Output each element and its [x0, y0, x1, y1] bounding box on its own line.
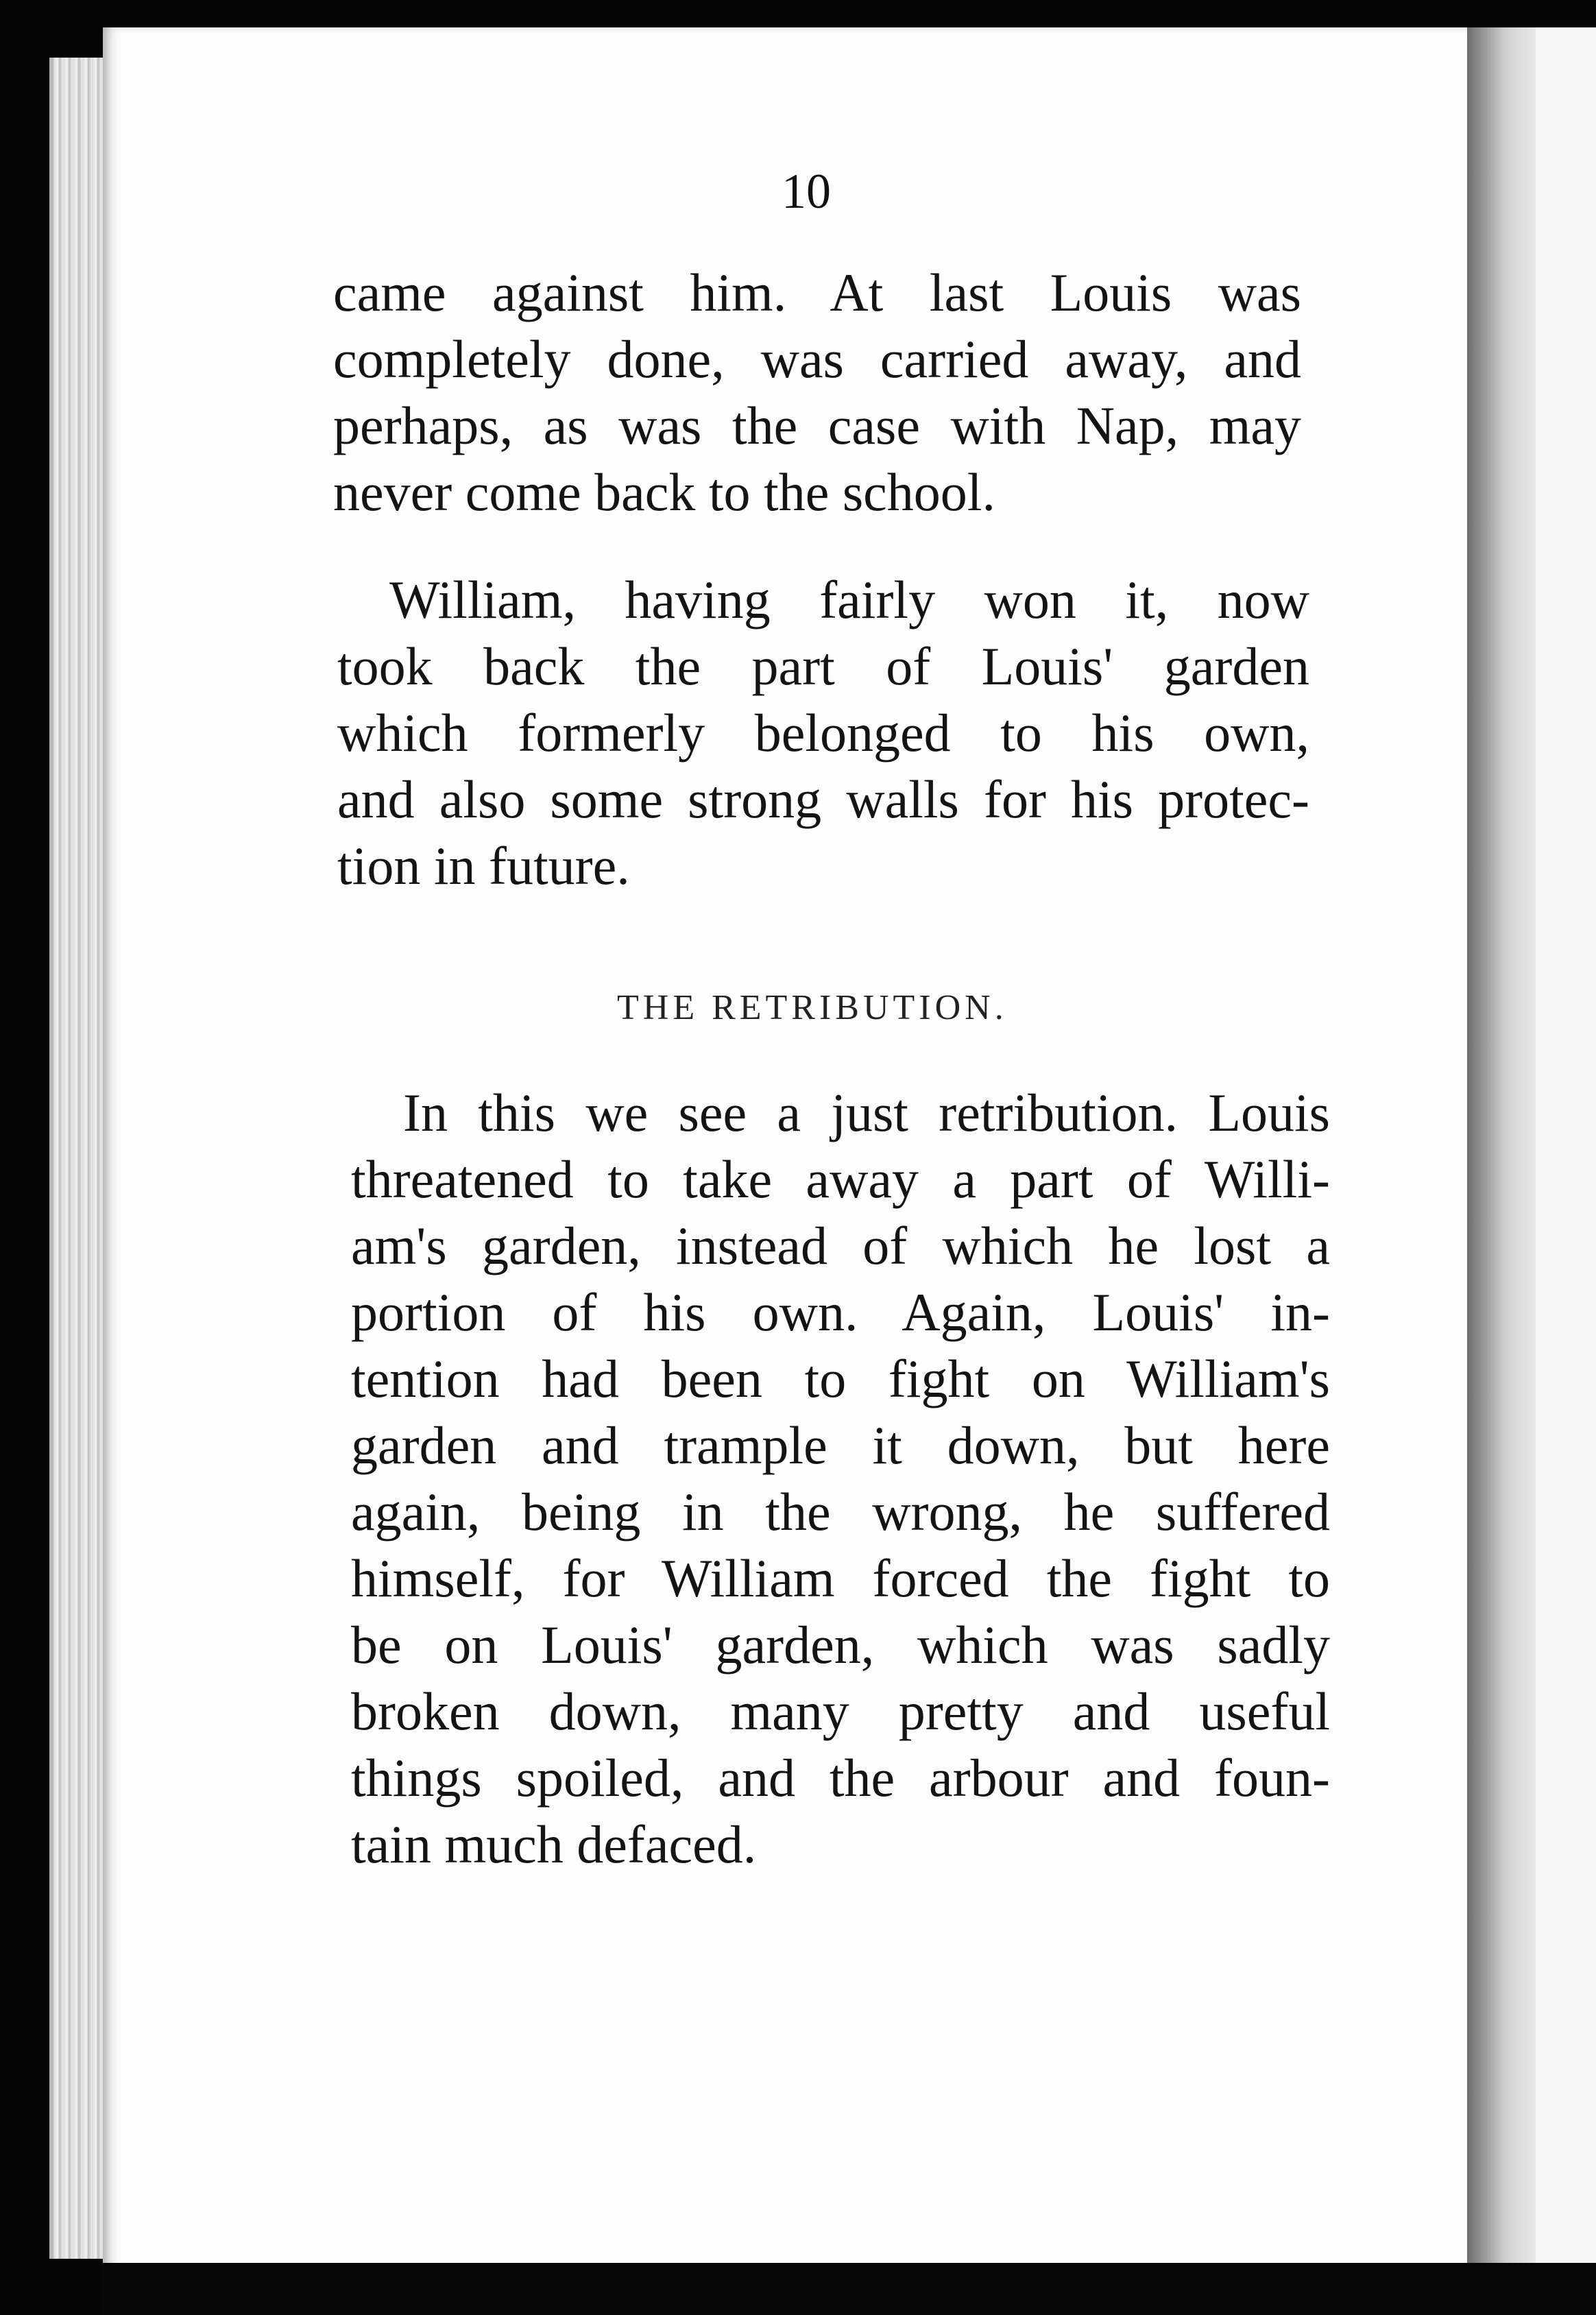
text-line: portion of his own. Again, Louis' in- [351, 1282, 1330, 1342]
page-number: 10 [782, 164, 831, 219]
text-line: which formerly belonged to his own, [337, 703, 1309, 763]
text-line: be on Louis' garden, which was sadly [351, 1615, 1330, 1675]
text-line: took back the part of Louis' garden [337, 636, 1309, 696]
text-line: tention had been to fight on William's [351, 1349, 1330, 1408]
text-line: broken down, many pretty and useful [351, 1681, 1330, 1741]
text-line: things spoiled, and the arbour and foun- [351, 1748, 1330, 1808]
text-line: never come back to the school. [333, 462, 995, 522]
text-line: am's garden, instead of which he lost a [351, 1216, 1330, 1275]
text-line: perhaps, as was the case with Nap, may [333, 396, 1301, 455]
text-line: William, having fairly won it, now [389, 570, 1309, 629]
text-line: again, being in the wrong, he suffered [351, 1482, 1330, 1542]
text-line: himself, for William forced the fight to [351, 1548, 1330, 1608]
text-line: tion in future. [337, 836, 630, 896]
text-line: threatened to take away a part of Willi- [351, 1149, 1330, 1209]
text-line: came against him. At last Louis was [333, 263, 1301, 322]
text-line: In this we see a just retribution. Louis [403, 1083, 1330, 1142]
text-line: garden and trample it down, but here [351, 1415, 1330, 1475]
facing-page-edge [1536, 27, 1596, 2270]
section-heading: THE RETRIBUTION. [617, 988, 1008, 1027]
text-line: and also some strong walls for his protec- [337, 769, 1309, 829]
text-line: tain much defaced. [351, 1814, 757, 1874]
spine-gutter [1467, 27, 1536, 2270]
paragraph-3 [351, 1079, 1330, 1878]
text-line: completely done, was carried away, and [333, 329, 1301, 389]
bottom-border [103, 2263, 1596, 2315]
paragraph-1 [333, 259, 1301, 525]
paragraph-2 [337, 566, 1309, 899]
